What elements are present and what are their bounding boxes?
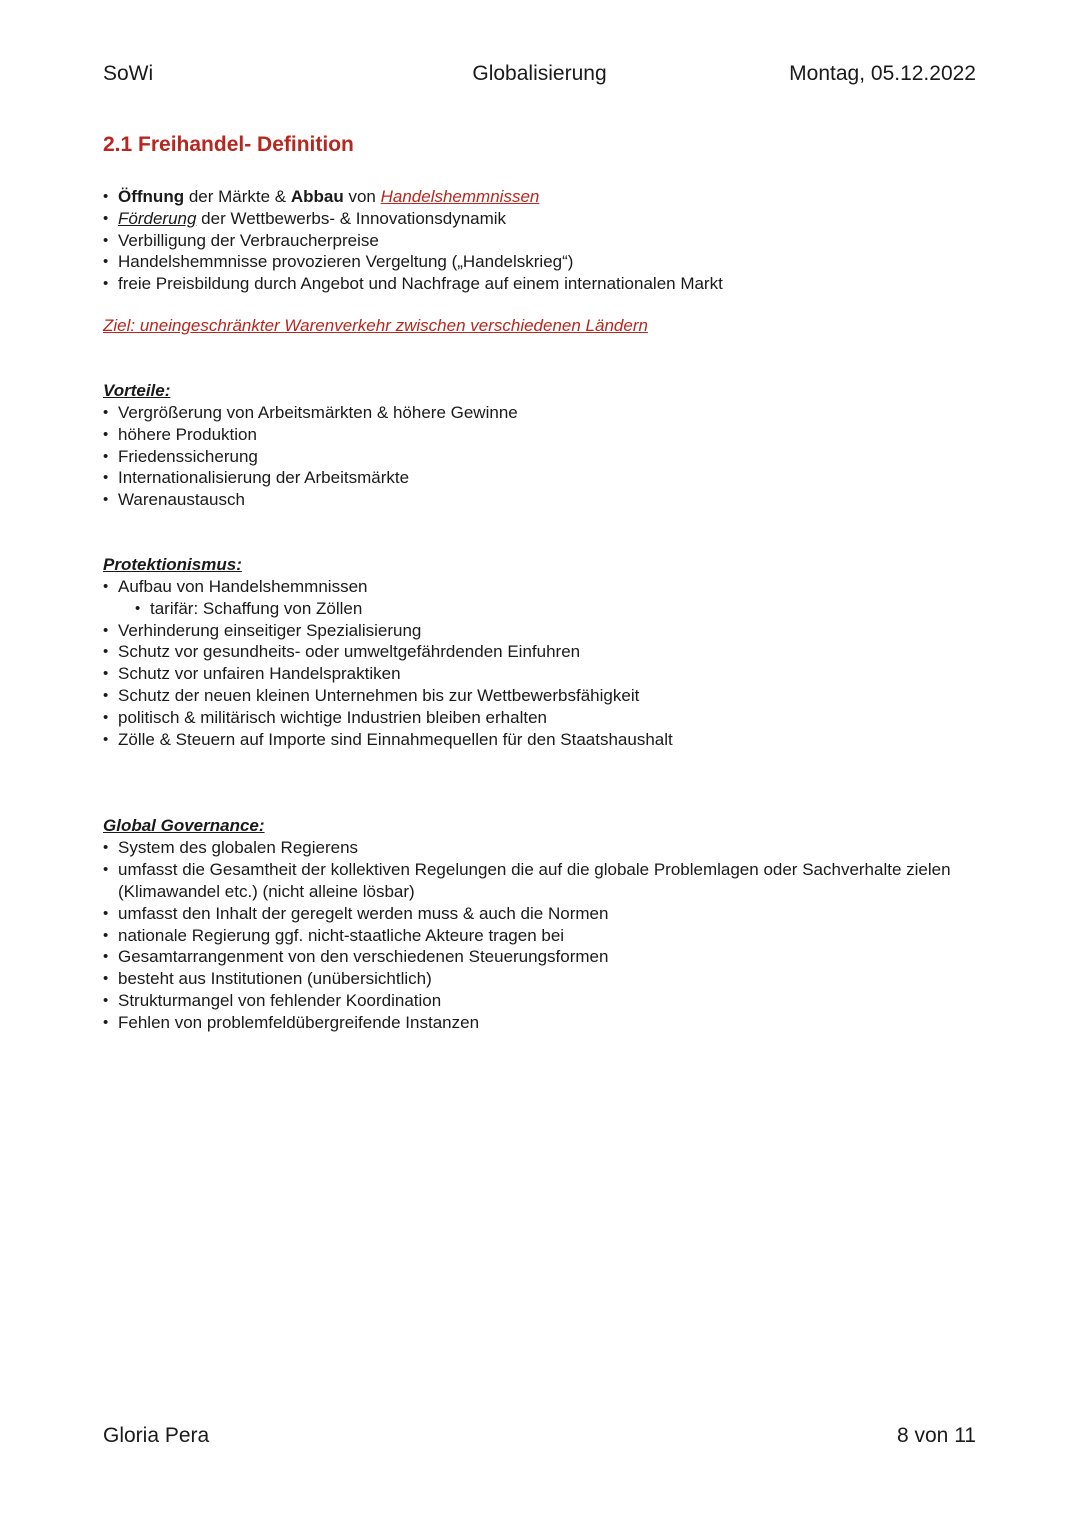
list-item: • nationale Regierung ggf. nicht-staatliche Akteure tragen bei	[103, 925, 983, 947]
header-subject: SoWi	[103, 62, 154, 85]
list-item: • besteht aus Institutionen (unübersichtlich)	[103, 968, 983, 990]
section-title: 2.1 Freihandel- Definition	[103, 133, 354, 156]
list-item: • umfasst die Gesamtheit der kollektiven Regelungen die auf die globale Problemlagen oder Sachverhalte zielen (Klimawandel etc.) (nicht alleine lösbar)	[103, 859, 983, 903]
text: von	[343, 187, 381, 206]
list-item: • politisch & militärisch wichtige Industrien bleiben erhalten	[103, 707, 983, 729]
protektionismus-list	[103, 576, 983, 750]
page-number: 8 von 11	[896, 1424, 976, 1447]
list-item: • System des globalen Regierens	[103, 837, 983, 859]
list-item: • Friedenssicherung	[103, 446, 983, 468]
list-item: • Fehlen von problemfeldübergreifende Instanzen	[103, 1012, 983, 1034]
list-item: • freie Preisbildung durch Angebot und Nachfrage auf einem internationalen Markt	[103, 273, 983, 295]
list-item: • Schutz vor gesundheits- oder umweltgefährdenden Einfuhren	[103, 641, 983, 663]
list-item: • Verbilligung der Verbraucherpreise	[103, 230, 983, 252]
definition-list	[103, 186, 983, 295]
vorteile-title: Vorteile:	[103, 380, 171, 400]
list-item: • Warenaustausch	[103, 489, 983, 511]
text: der Wettbewerbs- & Innovationsdynamik	[196, 208, 507, 228]
list-item: • Schutz der neuen kleinen Unternehmen bis zur Wettbewerbsfähigkeit	[103, 685, 983, 707]
list-item: • umfasst den Inhalt der geregelt werden muss & auch die Normen	[103, 903, 983, 925]
list-item: • Gesamtarrangenment von den verschiedenen Steuerungsformen	[103, 946, 983, 968]
page-header	[103, 62, 976, 92]
highlight-term: Handelshemmnissen	[380, 187, 540, 206]
list-item: • Schutz vor unfairen Handelspraktiken	[103, 663, 983, 685]
header-topic: Globalisierung	[472, 62, 607, 85]
list-item	[103, 186, 983, 208]
bold-term: Abbau	[290, 187, 344, 206]
list-item: • höhere Produktion	[103, 424, 983, 446]
header-date: Montag, 05.12.2022	[789, 62, 976, 85]
governance-title: Global Governance:	[103, 816, 265, 836]
bold-term: Öffnung	[118, 187, 185, 206]
vorteile-list	[103, 402, 983, 511]
list-item	[103, 208, 983, 230]
governance-list	[103, 837, 983, 1033]
page-footer	[103, 1424, 976, 1454]
list-item: • Internationalisierung der Arbeitsmärkte	[103, 467, 983, 489]
list-item: • Handelshemmnisse provozieren Vergeltung („Handelskrieg“)	[103, 251, 983, 273]
emphasis-term: Förderung	[118, 208, 197, 228]
list-item: • Vergrößerung von Arbeitsmärkten & höhere Gewinne	[103, 402, 983, 424]
document-body	[103, 132, 983, 1034]
footer-author: Gloria Pera	[103, 1424, 210, 1447]
list-item: • Zölle & Steuern auf Importe sind Einnahmequellen für den Staatshaushalt	[103, 729, 983, 751]
list-item: • Strukturmangel von fehlender Koordination	[103, 990, 983, 1012]
sub-list-item: • tarifär: Schaffung von Zöllen	[103, 598, 983, 620]
list-item: • Aufbau von Handelshemmnissen	[103, 576, 983, 598]
goal-statement: Ziel: uneingeschränkter Warenverkehr zwischen verschiedenen Ländern	[103, 315, 648, 335]
protektionismus-title: Protektionismus:	[103, 554, 242, 574]
list-item: • Verhinderung einseitiger Spezialisierung	[103, 620, 983, 642]
text: der Märkte &	[184, 187, 291, 206]
